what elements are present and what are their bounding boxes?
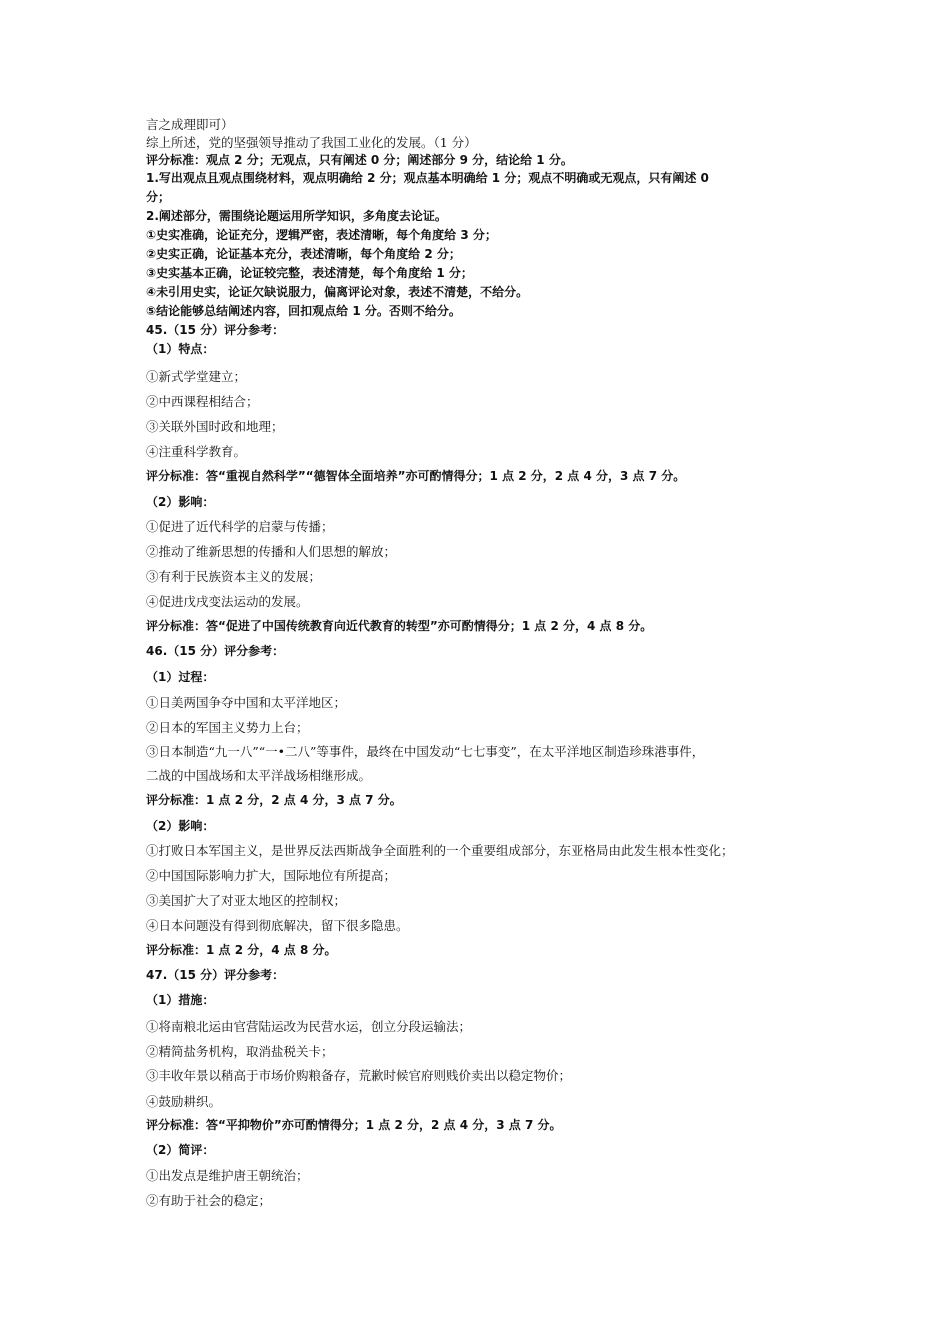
text-line: 言之成理即可） <box>146 117 234 132</box>
bold-text-line: ③史实基本正确，论证较完整，表述清楚，每个角度给 1 分； <box>146 266 473 280</box>
bold-text-line: 评分标准：1 点 2 分，2 点 4 分，3 点 7 分。 <box>146 793 402 807</box>
bold-text-line: 46.（15 分）评分参考： <box>146 644 285 658</box>
bold-text-line: 分； <box>146 190 171 204</box>
text-line: ②中国国际影响力扩大，国际地位有所提高； <box>146 868 397 883</box>
text-line: ②日本的军国主义势力上台； <box>146 720 309 735</box>
bold-text-line: （1）特点： <box>146 342 215 356</box>
text-line: ④鼓励耕织。 <box>146 1094 222 1109</box>
bold-text-line: 1.写出观点且观点围绕材料，观点明确给 2 分；观点基本明确给 1 分；观点不明确或无观点，只有阐述 0 <box>146 171 709 185</box>
text-line: ①新式学堂建立； <box>146 369 247 384</box>
text-line: ①将南粮北运由官营陆运改为民营水运，创立分段运输法； <box>146 1019 472 1034</box>
bold-text-line: （2）影响： <box>146 495 215 509</box>
bold-text-line: ⑤结论能够总结阐述内容，回扣观点给 1 分。否则不给分。 <box>146 304 461 318</box>
text-line: ③日本制造“九一八”“一•二八”等事件，最终在中国发动“七七事变”，在太平洋地区制造珍珠港事件， <box>146 744 705 759</box>
text-line: ③有利于民族资本主义的发展； <box>146 569 322 584</box>
bold-text-line: 评分标准：答“重视自然科学”“德智体全面培养”亦可酌情得分；1 点 2 分，2 点 4 分，3 点 7 分。 <box>146 469 686 483</box>
text-line: ④日本问题没有得到彻底解决，留下很多隐患。 <box>146 918 409 933</box>
bold-text-line: 评分标准：1 点 2 分，4 点 8 分。 <box>146 943 337 957</box>
text-line: ②有助于社会的稳定； <box>146 1193 272 1208</box>
bold-text-line: （1）措施： <box>146 993 215 1007</box>
bold-text-line: 45.（15 分）评分参考： <box>146 323 285 337</box>
bold-text-line: （2）简评： <box>146 1143 215 1157</box>
text-line: ②精简盐务机构，取消盐税关卡； <box>146 1044 334 1059</box>
bold-text-line: ②史实正确，论证基本充分，表述清晰，每个角度给 2 分； <box>146 247 461 261</box>
bold-text-line: （2）影响： <box>146 819 215 833</box>
text-line: ④注重科学教育。 <box>146 444 247 459</box>
bold-text-line: ④未引用史实，论证欠缺说服力，偏离评论对象，表述不清楚，不给分。 <box>146 285 529 299</box>
bold-text-line: 评分标准：答“平抑物价”亦可酌情得分；1 点 2 分，2 点 4 分，3 点 7 分。 <box>146 1118 562 1132</box>
bold-text-line: （1）过程： <box>146 670 215 684</box>
text-line: ②中西课程相结合； <box>146 394 259 409</box>
text-line: ①促进了近代科学的启蒙与传播； <box>146 519 334 534</box>
text-line: ③丰收年景以稍高于市场价购粮备存，荒歉时候官府则贱价卖出以稳定物价； <box>146 1068 572 1083</box>
bold-text-line: 评分标准：观点 2 分；无观点，只有阐述 0 分；阐述部分 9 分，结论给 1 分。 <box>146 153 573 167</box>
text-line: 综上所述，党的坚强领导推动了我国工业化的发展。（1 分） <box>146 135 477 150</box>
bold-text-line: 评分标准：答“促进了中国传统教育向近代教育的转型”亦可酌情得分；1 点 2 分，4 点 8 分。 <box>146 619 653 633</box>
text-line: ①打败日本军国主义，是世界反法西斯战争全面胜利的一个重要组成部分，东亚格局由此发生根本性变化； <box>146 843 734 858</box>
text-line: ④促进戊戌变法运动的发展。 <box>146 594 309 609</box>
text-line: ③美国扩大了对亚太地区的控制权； <box>146 893 347 908</box>
bold-text-line: ①史实准确，论证充分，逻辑严密，表述清晰，每个角度给 3 分； <box>146 228 497 242</box>
bold-text-line: 2.阐述部分，需围绕论题运用所学知识，多角度去论证。 <box>146 209 447 223</box>
text-line: 二战的中国战场和太平洋战场相继形成。 <box>146 768 372 783</box>
text-line: ①日美两国争夺中国和太平洋地区； <box>146 695 347 710</box>
bold-text-line: 47.（15 分）评分参考： <box>146 968 285 982</box>
text-line: ③关联外国时政和地理； <box>146 419 284 434</box>
text-line: ①出发点是维护唐王朝统治； <box>146 1168 309 1183</box>
text-line: ②推动了维新思想的传播和人们思想的解放； <box>146 544 397 559</box>
